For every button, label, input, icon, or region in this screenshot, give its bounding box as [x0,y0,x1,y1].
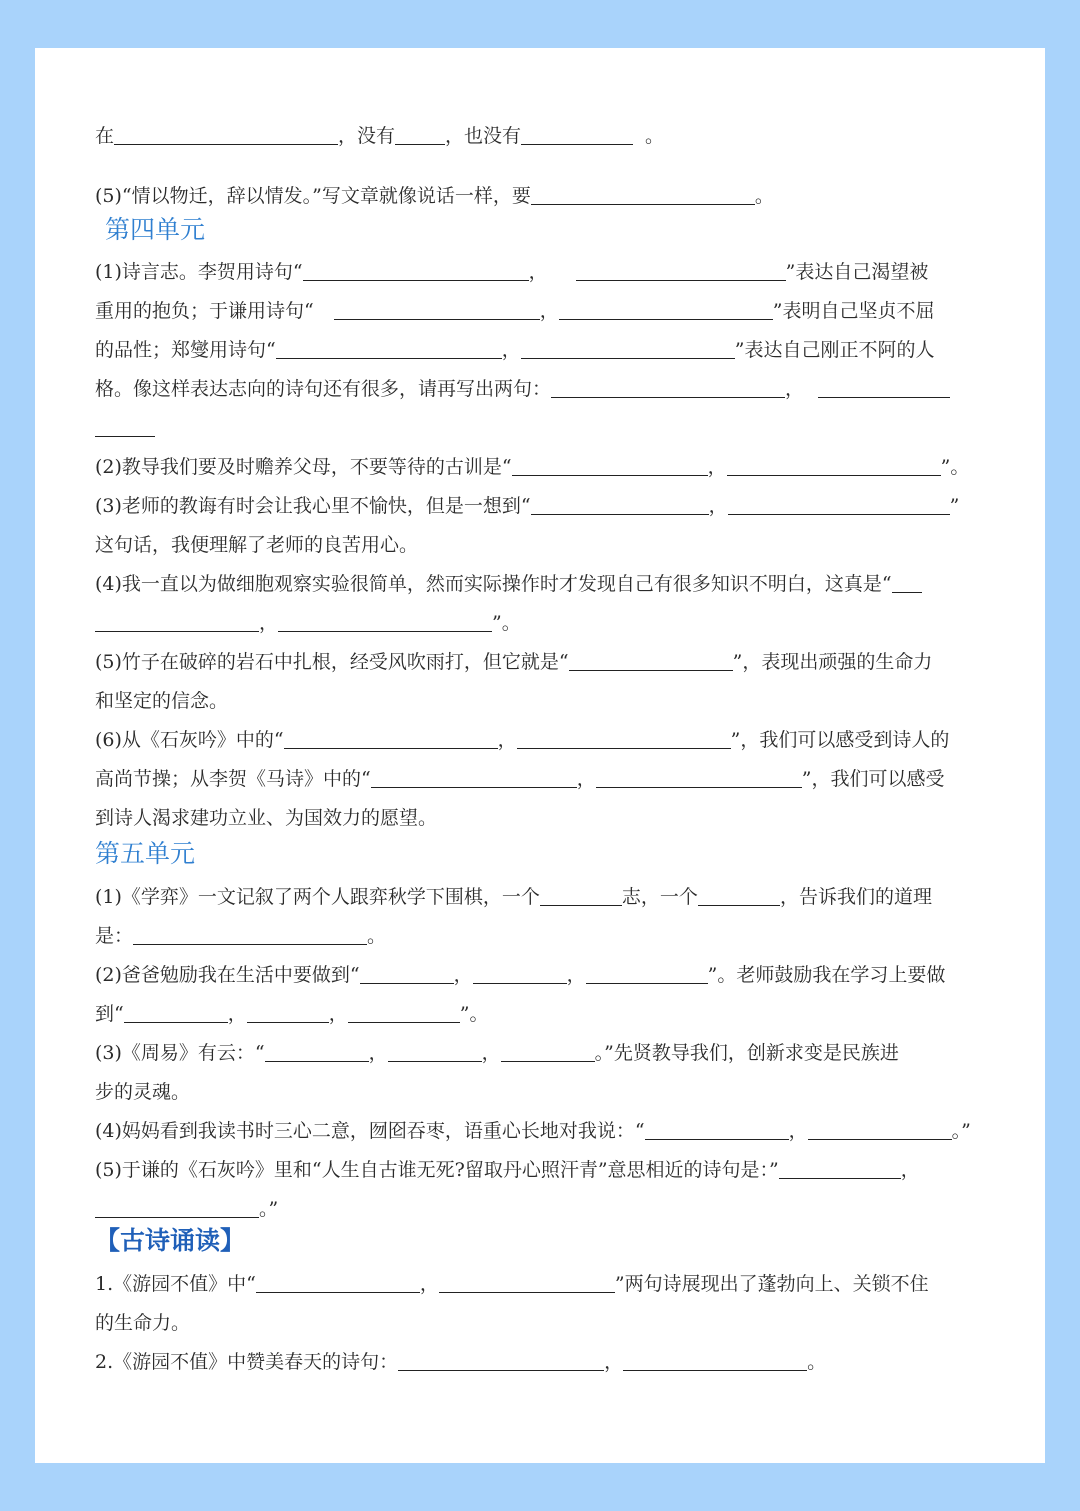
blank[interactable] [247,1003,329,1023]
blank[interactable] [512,456,708,476]
blank[interactable] [596,768,802,788]
unit5-q2-line2: 到“ ， ， ”。 [95,1003,489,1025]
blank[interactable] [265,1042,369,1062]
poetry-q2: 2.《游园不值》中赞美春天的诗句： ， 。 [95,1351,827,1373]
unit5-q1-line1: (1)《学弈》一文记叙了两个人跟弈秋学下围棋，一个 志，一个 ，告诉我们的道理 [95,886,932,908]
unit4-q2: (2)教导我们要及时赡养父母，不要等待的古训是“ ， ”。 [95,456,970,478]
blank[interactable] [348,1003,460,1023]
unit5-q3-line2: 步的灵魂。 [95,1081,191,1103]
blank[interactable] [398,1351,604,1371]
blank[interactable] [124,1003,228,1023]
blank[interactable] [388,1042,482,1062]
unit4-q6-line2: 高尚节操；从李贺《马诗》中的“ ， ”，我们可以感受 [95,768,945,790]
blank[interactable] [439,1273,615,1293]
blank[interactable] [276,339,502,359]
unit4-q3-line2: 这句话，我便理解了老师的良苦用心。 [95,534,419,556]
unit4-q1-line1: (1)诗言志。李贺用诗句“ ， ”表达自己渴望被 [95,261,929,283]
line-fill-blank-2: (5)“情以物迁，辞以情发。”写文章就像说话一样，要 。 [95,185,774,207]
poetry-q1-line2: 的生命力。 [95,1312,191,1334]
blank[interactable] [521,339,735,359]
blank[interactable] [531,185,755,205]
blank[interactable] [818,378,950,398]
poetry-q1-line1: 1.《游园不值》中“ ， ”两句诗展现出了蓬勃向上、关锁不住 [95,1273,929,1295]
blank[interactable] [551,378,785,398]
blank[interactable] [371,768,577,788]
blank[interactable] [95,417,155,437]
unit4-q6-line3: 到诗人渴求建功立业、为国效力的愿望。 [95,807,438,829]
unit4-q3-line1: (3)老师的教诲有时会让我心里不愉快，但是一想到“ ， ” [95,495,960,517]
unit5-q5-line2: 。” [95,1196,987,1222]
blank[interactable] [569,651,733,671]
unit5-q2-line1: (2)爸爸勉励我在生活中要做到“ ， ， ”。老师鼓励我在学习上要做 [95,964,946,986]
line-fill-blank-1: 在 ，没有 ，也没有 。 [95,125,665,147]
blank[interactable] [133,925,367,945]
blank[interactable] [728,495,950,515]
blank[interactable] [360,964,454,984]
blank[interactable] [95,1198,259,1218]
blank[interactable] [623,1351,807,1371]
blank[interactable] [559,300,773,320]
worksheet-page [35,48,1045,1463]
blank[interactable] [114,125,338,145]
blank[interactable] [284,729,498,749]
blank[interactable] [892,573,922,593]
unit4-q4-line1: (4)我一直以为做细胞观察实验很简单，然而实际操作时才发现自己有很多知识不明白，这真是“ [95,571,987,597]
unit4-q4-line2: ， ”。 [95,610,987,636]
unit5-q5-line1: (5)于谦的《石灰吟》里和“人生自古谁无死?留取丹心照汗青”意思相近的诗句是：” ， [95,1159,920,1181]
blank[interactable] [517,729,731,749]
unit-4-heading: 第四单元 [105,215,206,244]
blank[interactable] [727,456,941,476]
blank[interactable] [779,1159,901,1179]
unit-5-heading: 第五单元 [95,839,196,868]
blank[interactable] [473,964,567,984]
unit4-q5-line1: (5)竹子在破碎的岩石中扎根，经受风吹雨打，但它就是“ ”，表现出顽强的生命力 [95,651,933,673]
blank[interactable] [540,886,622,906]
blank[interactable] [278,612,492,632]
unit4-q6-line1: (6)从《石灰吟》中的“ ， ”，我们可以感受到诗人的 [95,729,950,751]
unit4-q1-line2: 重用的抱负；于谦用诗句“ ， ”表明自己坚贞不屈 [95,300,935,322]
unit5-q1-line2: 是： 。 [95,925,387,947]
unit4-q5-line2: 和坚定的信念。 [95,690,229,712]
blank[interactable] [256,1273,420,1293]
blank[interactable] [95,612,259,632]
unit4-q1-line3: 的品性；郑燮用诗句“ ， ”表达自己刚正不阿的人 [95,339,935,361]
blank[interactable] [645,1120,789,1140]
blank[interactable] [586,964,708,984]
unit4-q1-line5 [95,415,987,441]
blank[interactable] [303,261,529,281]
blank[interactable] [698,886,780,906]
blank[interactable] [576,261,786,281]
unit4-q1-line4: 格。像这样表达志向的诗句还有很多，请再写出两句： ， [95,376,987,402]
blank[interactable] [501,1042,595,1062]
blank[interactable] [395,125,445,145]
unit5-q3-line1: (3)《周易》有云：“ ， ， 。”先贤教导我们，创新求变是民族进 [95,1042,899,1064]
blank[interactable] [531,495,709,515]
blank[interactable] [808,1120,952,1140]
blank[interactable] [334,300,540,320]
blank[interactable] [521,125,633,145]
poetry-recitation-heading: 【古诗诵读】 [95,1226,246,1255]
unit5-q4: (4)妈妈看到我读书时三心二意，囫囵吞枣，语重心长地对我说：“ ， 。” [95,1120,971,1142]
